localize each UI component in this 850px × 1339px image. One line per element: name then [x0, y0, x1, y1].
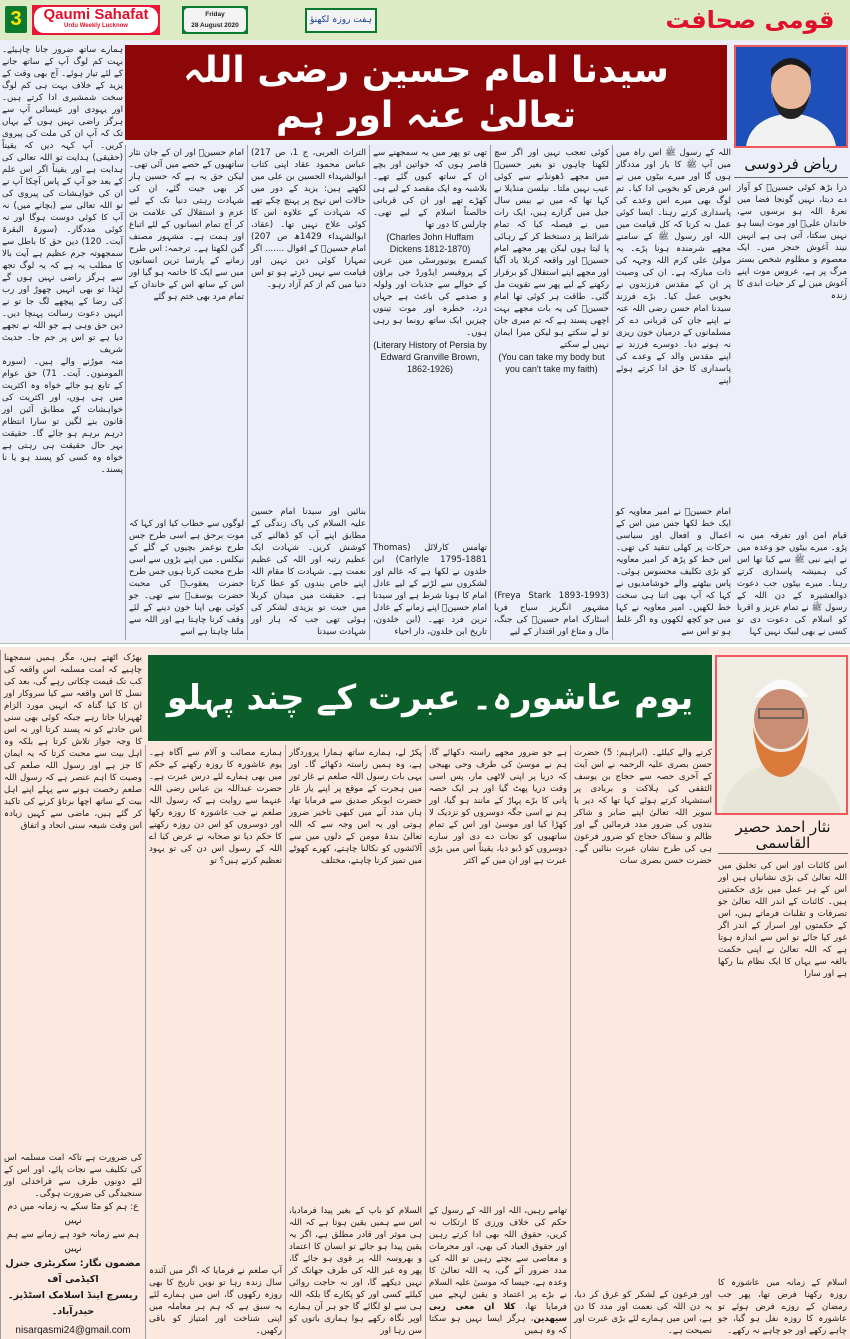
masthead-title: قومی صحافت: [665, 6, 835, 34]
column-text: تھامس کارلائل (Thomas Carlyle 1795-1881) ابن خلدون نے لکھا ہے کہ عالم اور لشکروں سے لڑنے کے لیے عادل امام کا ہونا شرط ہے اور سیدنا امام حسینؓ اپنے زمانے کے عادل ترین فرد تھے۔ (ابن خلدون، تاریخ ابن خلدون، دار احیاء: [372, 543, 487, 637]
column-text: بھڑک اٹھتے ہیں، مگر ہمیں سمجھنا چاہیے کہ امت مسلمہ اس واقعہ کی کب تک قیمت چکاتی رہے گی، بعد کی نسل کا اس واقعہ سے کیا سروکار اور ان کا کیا گناہ کہ انہیں مورد الزام ٹھہرایا جاتا رہے جبکہ کوئی بھی سنی اس حادثے کو نہ پسند کرتا اور نہ اس کا وجہ جواز تلاش کرتا ہے بلکہ وہ اہل بیت سے محبت کرتا کہ یہ ایمان کا جز ہے اور رسول اللہ صلعم کی وصیت کا اہم عنصر ہے کہ رسول اللہ صلعم رخصت ہونے سے پہلے اپنے اہل بیت کے ساتھ اچھا برتاؤ کرنے کی تاکید کر گئے ہیں، ماضی سے کہیں زیادہ اس وقت شیعہ سنی اتحاد و اتفاق: [4, 653, 142, 831]
weekly-label: ہفت روزہ لکھنؤ: [307, 10, 375, 31]
column-text: بنائیں اور سیدنا امام حسین علیہ السلام کی پاک زندگی کے مطابق اپنے آپ کو ڈھالنے کی کوشش کریں۔ شہادت ایک عظیم رتبہ اور اللہ کی عظیم نعمت ہے۔ شہادت کا مقام اللہ اپنے خاص بندوں کو عطا کرتا ہے۔ حقیقت میں میدان کربلا میں جیت تو یزیدی لشکر کی ہوئی تھی جب کہ ہار اور شہادت سیدنا: [251, 507, 366, 637]
masthead-bar: [0, 0, 850, 40]
article2-headline: [148, 655, 712, 741]
column-text: تھامے رہیں، اللہ اور اللہ کے رسول کے حکم کی خلاف ورزی کا ارتکاب نہ کریں، حقوق اللہ بھی ادا کرتے رہیں اور حقوق العباد کی بھی، اور محرمات و معاصی سے بچتے رہیں تو اللہ کی مدد ضرور آئے گی، یہ اللہ تعالیٰ کا وعدہ ہے، جیسا کہ موسیٰ علیہ السلام نے بڑے پر اعتماد و یقین لہجے میں فرمایا تھا،: [429, 1206, 568, 1312]
author-photo-nisar-qasmi: [715, 655, 848, 815]
weekly-label-box: [305, 8, 377, 33]
column-text: ، ہرگز ایسا نہیں ہو سکتا کہ وہ ہمیں: [429, 1314, 567, 1336]
english-quote: (You can take my body but you can't take my faith): [498, 352, 605, 374]
article2-column-4: [285, 745, 425, 1339]
article2-author: نثار احمد حصیر القاسمی: [718, 818, 848, 854]
column-text: کیمبرج یونیورسٹی میں عربی کے پروفیسر ایڈورڈ جی براؤن کے حوالے سے جذبات اور ولولہ و صدمے کی باعث ہے جہاں درد، خطرہ اور موت تینوں چیزیں ایک ساتھ رونما ہو رہی ہوں۔: [373, 256, 487, 338]
column-text: قیام امن اور تفرقہ میں نہ پڑو۔ میرے بیٹوں جو وعدہ میں نے اپنے نبی ﷺ سے کیا تھا اس کی ہمیشہ پاسداری کرتے رہنا۔ میرے بیٹوں جب دعوت ذوالعشیرہ کے دن اللہ کے رسول ﷺ نے تمام عزیز و اقربا کو اسلام کی دعوت دی تو کسی نے بھی لبیک نہیں کہا: [737, 531, 847, 637]
article1-column-6: [125, 145, 247, 640]
article1-column-3: [490, 145, 612, 640]
column-text: [429, 1205, 567, 1337]
article2-headline-text: یوم عاشورہ۔ عبرت کے چند پہلو: [166, 677, 694, 718]
column-text: اللہ کے رسول ﷺ اس راہ میں میں آپ ﷺ کا یار اور مددگار ہوں گا اور میرے بیٹوں میں نے اس فرض کو بخوبی ادا کیا۔ تم لوگ بھی میرے اس وعدے کی پاسداری کرتے رہنا۔ ایسا کوئی عمل نہ کرنا کہ کل قیامت میں اللہ اور رسول ﷺ کے سامنے مجھے شرمندہ ہونا پڑے۔ یہ مولیٰ علی کرم اللہ وجہہ کی ذات مبارکہ ہے۔ ان کی وصیت پر ان کے مقدس فرزندوں نے بخوبی عمل کیا۔ بڑے فرزند سیدنا امام حسن رضی اللہ عنہ نے اپنے جان کی قربانی دے کر مسلمانوں کے درمیان خون ریزی نہ ہونے دیا۔ دوسرے فرزند نے اپنے مقدس والد کے وعدے کی پاسداری کا حق ادا کرتے ہوئے اپنے: [616, 148, 731, 386]
column-text: السلام کو باپ کے بغیر پیدا فرمادیا، اس سے ہمیں یقین ہوتا ہے کہ اللہ ہی موثر اور قادر مطلق ہے، اگر یہ یقین پیدا ہو جائے تو انسان کا اعتماد و بھروسہ اللہ پر قوی ہو جائے گا، پھر وہ غیر اللہ کی طرف جھانک کر نہیں دیکھے گا، اور نہ حاجت روائی کیلئے کسی اور کو پکارے گا بلکہ اللہ ہی سے لو لگائے گا جو ہر آن ہمارے اوپر نگاہ رکھے ہوا ہماری باتوں کو سن رہا اور: [289, 1206, 422, 1336]
column-text: امام حسینؓ نے امیر معاویہ کو ایک خط لکھا جس میں اس کے اعمال و افعال اور سیاسی حرکات پر کھلی تنقید کی تھی۔ اس خط کو پڑھ کر امیر معاویہ کو بڑی تکلیف محسوس ہوئی۔ پاس بیٹھنے والے خوشامدیوں نے کہا کہ آپ بھی اتنا ہی سخت خط لکھیں۔ امیر معاویہ نے کہا میں جو کچھ لکھوں وہ اگر غلط ہو تو اس سے: [616, 507, 731, 637]
article1-headline: [125, 45, 727, 140]
column-text: ہے جو ضرور مجھے راستہ دکھائے گا، ہم نے موسیٰ کی طرف وحی بھیجی کہ دریا پر اپنی لاٹھی مار، پس اسی وقت دریا پھٹ گیا اور ہر ایک حصہ پانی کا بڑے پہاڑ کے مانند ہو گیا، اور ہم نے اسی جگہ دوسروں کو نزدیک لا کھڑا کیا اور موسیٰ اور اس کے تمام ساتھیوں کو نجات دے دی اور سارے دوسروں کو ڈبو دیا، یقیناً اس میں بڑی عبرت ہے اور ان میں کے اکثر: [429, 748, 567, 866]
date-box: [182, 6, 248, 34]
column-text: پکڑ لے، ہمارے ساتھ ہمارا پروردگار ہے، وہ ہمیں راستہ دکھائے گا۔ اور یہی بات رسول اللہ صلعم نے غار ثور میں ہجرت کے موقع پر اپنے یار غار حضرت ابوبکر صدیق سے فرمایا تھا، ہاں مدد آنے میں کبھی تاخیر ضرور ہوتی اور یہ اس وجہ سے کہ اللہ تعالیٰ بندۂ مومن کے دلوں میں سے آلائشوں کو نکالنا چاہتے، کھرے کھوٹے میں تمیز کرنا چاہتے، مختلف: [289, 748, 422, 866]
article1-column-4: [369, 145, 490, 640]
column-text: آپ صلعم نے فرمایا کہ اگر میں آئندہ سال زندہ رہا تو نویں تاریخ کا بھی روزہ رکھوں گا، اس میں ہمارے لئے یہ سبق ہے کہ ہم ہر معاملہ میں اپنی شناخت اور امتیاز کو باقی رکھیں۔: [149, 1266, 282, 1336]
author-email[interactable]: nisarqasmi24@gmail.com: [15, 1325, 131, 1336]
logo-subtitle: Urdu Weekly Lucknow: [64, 23, 128, 29]
page-number: 3: [5, 6, 27, 33]
issue-date: 28 August 2020: [191, 22, 239, 29]
article2-column-1: [715, 858, 850, 1339]
column-text: تھی تو پھر میں یہ سمجھنے سے قاصر ہوں کہ خواتین اور بچے ان کے ساتھ کیوں گئے تھے۔ بلاشبہ وہ ایک مقصد کے لیے ہی کھڑے تھے اور ان کی قربانی خالصتاً اسلام کے لیے تھی۔ چارلس کا دور تھا: [373, 148, 487, 230]
issue-day: Friday: [205, 11, 225, 18]
article2-column-5: [145, 745, 285, 1339]
column-text: اس کائنات اور اس کی تخلیق میں اللہ تعالیٰ کی بڑی نشانیاں ہیں اور اس کے ہر عمل میں بڑی حکمتیں ہیں۔ کائنات کے اندر اللہ تعالیٰ جو تصرفات و تقلبات فرماتے ہیں، اس کے حکمتوں اور اسرار کے اندر اگر غور کیا جائے تو اس سے اندازہ ہوتا ہے کہ اللہ تعالیٰ نے اپنی حکمت بالغہ سے یہاں کا ایک نظام بنا رکھا ہے اور سارا: [718, 861, 847, 979]
column-text: (Freya Stark 1893-1993) مشہور انگریز سیاح فریا اسٹارک امام حسینؓ کی جنگ، مال و متاع اور اقتدار کے لیے: [494, 591, 609, 637]
article2-column-6: [0, 650, 145, 1339]
article2-column-3: [425, 745, 570, 1339]
column-text: ہمارے ساتھ ضرور جانا چاہیئے۔ بہت کم لوگ آپ کے ساتھ جانے کے لئے تیار ہوئے۔ آج بھی وقت کے یزید کے خلاف بہت ہی کم لوگ سخت شمشیری ادا کرتے ہیں۔ اور یہودی اور عیسائی آپ سے ہرگز راضی نہیں ہوں گے یہاں تک کہ آپ ان کی ملت کی پیروی کریں۔ آپ کہہ دیں کہ یقیناً (حقیقی) ہدایت تو اللہ تعالی کی ہدایت ہے اور یقیناً اگر اس علم کے بعد جو آپ کے پاس آچکا آپ نے ان کی خواہشات کی پیروی کی تو اللہ تعالی سے (بچانے میں) نہ آپ کا کوئی دوست ہوگا اور نہ کوئی مددگار۔ (سورۃ البقرۃ آیت۔ 120) دین حق کا باطل سے سمجھوتہ جرم عظیم ہے آیت بالا کا مطلب یہ ہے کہ یہ لوگ تجھ سے ہرگز راضی نہیں ہوں گے لہٰذا تو بھی انہیں چھوڑ اور رب کی رضا کے پیچھے لگ جا تو نے انہیں دعوت رسالت پہنچا دیں۔ دین حق وہی ہے جو اللہ نے تجھے دیا ہے تو اس پر جم جا۔ حدیث شریف: [2, 45, 123, 355]
column-text: ہمارے مصائب و آلام سے آگاہ ہے۔ یوم عاشورہ کا روزہ رکھنے کے حکم میں بھی ہمارے لئے درس عبرت ہے۔ حضرت عبداللہ بن عباس رضی اللہ عنہما سے روایت ہے کہ رسول اللہ صلعم نے جب عاشورہ کا روزہ رکھا اور دوسروں کو اس دن روزہ رکھنے کا حکم دیا تو صحابہ نے عرض کیا اے اللہ کے رسول اس دن کی تو یہود تعظیم کرتے ہیں؟ تو: [149, 748, 282, 866]
poem-line: ع: ہم کو مٹا سکے یہ زمانہ میں دم نہیں: [7, 1202, 139, 1226]
column-text: امام حسینؓ اور ان کے جان نثار ساتھیوں کے حصے میں آئی تھی۔ لیکن حق یہ ہے کہ حسین ہار کر بھی جیت گئے، ان کی شہادت رہتی دنیا تک کے لیے عزم و استقلال کی علامت بن کر آج تمام انسانوں کے لئے اتباع اور ہمت ہے۔ مشہور مصنف گبن لکھتا ہے۔ ترجمہ: اس طرح زمانے کے پارسا ترین انسانوں میں سے ایک کا خاتمہ ہو گیا اور اس کے ساتھ اس کے خاندان کے تمام مرد بھی ختم ہو گئے: [129, 148, 244, 302]
article1-column-1: [734, 180, 850, 640]
column-text: کوئی تعجب نہیں اور اگر سچ لکھنا چاہوں تو بغیر حسینؓ میں مجھے ڈھونڈنے سے کوئی عیب نہیں ملتا۔ نیلسن منڈیلا نے کہا تھا کہ میں نے بیس سال جیل میں گزارے ہیں، ایک رات میں نے فیصلہ کیا کہ تمام شرائط پر دستخط کر کے رہائی پا لیتا ہوں لیکن پھر مجھے امام حسینؓ اور واقعہ کربلا یاد آگیا اور مجھے اپنے استقلال کو برقرار رکھنے کے لیے پھر سے تقویت مل گئی۔ طاقت ہر کوئی تھا امام حسینؓ کی یہ بات مجھے بہت اچھی پسند ہے کہ تم میری جان تو لے سکتے ہو لیکن میرا ایمان نہیں لے سکتے: [494, 148, 609, 350]
author-credit: ریسرچ اینڈ اسلامک اسٹڈیز۔ حیدرآباد۔: [8, 1290, 138, 1317]
column-text: التراث العربی، ج 1، ص 217) عباس محمود عقاد اپنی کتاب ابوالشہداء الحسین بن علی میں لکھتے ہیں: یزید کے دور میں حالات اس نہج پر پہنچ چکے تھے کہ شہادت کے علاوہ اس کا کوئی علاج نہیں تھا۔ (عقاد، ابوالشہداء 1429ھ ص 207) امام حسینؓ کے اقوال ....... اگر تمہارا کوئی دین نہیں اور قیامت سے نہیں ڈرتے ہو تو اس دنیا میں کم از کم آزاد رہو۔: [251, 148, 366, 290]
column-text: کی ضرورت ہے تاکہ امت مسلمہ اس کی تکلیف سے نجات پائے، اور اس کے لئے دونوں طرف سے فراخدلی اور سنجیدگی کی ضرورت ہوگی۔: [4, 1153, 142, 1199]
article1-headline-text: سیدنا امام حسین رضی اللہ تعالیٰ عنہ اور ہم: [183, 49, 669, 136]
article2-column-2: [570, 745, 715, 1339]
column-text: اسلام کے زمانہ میں عاشورہ کا روزہ رکھنا فرض تھا، پھر جب رمضان کے روزے فرض ہوئے تو عاشورہ کا روزہ نفل ہو گیا، جو چاہے رکھے اور جو چاہے نہ رکھے۔: [718, 1278, 847, 1336]
quran-quote: کلا ان معی ربی سیھدین: [429, 1302, 567, 1324]
column-text: ذرا بڑھ کوئی حسینؓ کو آواز دے دیتا، نہیں گونجا فضا میں نعرۂ اللہ ہو برسوں سے، خاندان علیؓ اور موت ایسا ہو نہیں سکتا، آتی ہی ہے انہیں نیند آغوش خنجر میں۔ ایک معصوم و مظلوم شخص بستر مرگ پر ہے، عروس موت اپنے آغوش میں لے کر حیات ابدی کا زندہ: [737, 183, 847, 301]
article1-author: ریاض فردوسی: [734, 152, 848, 178]
article1-column-5: [247, 145, 369, 640]
column-text: لوگوں سے خطاب کیا اور کہا کہ موت برحق ہے اسی طرح جس طرح نوعمر بچیوں کے گلے کے نیکلس۔ میں اپنے بڑوں سے اسی طرح محبت کرتا ہوں جس طرح حضرت یعقوبؑ کی محبت حضرت یوسفؑ سے تھی۔ جو کوئی بھی اپنا خون دینے کے لئے وقف کرنا چاہتا ہے اور اللہ سے ملنا چاہتا ہے اسے: [129, 519, 244, 637]
poem-line: ہم سے زمانہ خود ہے زمانے سے ہم نہیں: [6, 1230, 140, 1254]
author-photo-riyaz-firdausi: [734, 45, 848, 148]
logo-title: Qaumi Sahafat: [43, 6, 149, 23]
article1-column-7: [0, 42, 125, 640]
column-text: منہ موڑنے والے ہیں۔ (سورہ المومنون۔ آیت۔ 71) حق عوام کے تابع ہو جائے خواہ وہ اکثریت میں ہی ہوں، اور اکثریت کی خواہشات کے مطابق آئین اور قانون بنے لگیں تو سارا انتظام درہم برہم ہو جائے گا۔ حقیقت بہر حال حقیقت ہی رہتی ہے خواہ وہ کسی کو پسند ہو یا نا پسند۔: [2, 357, 123, 475]
english-citation: (Charles John Huffam Dickens 1812-1870): [386, 232, 474, 254]
article1-column-2: [612, 145, 734, 640]
column-text: اور فرعون کے لشکر کو غرق کر دیا، یہ دن اللہ کی نعمت اور مدد کا دن ہے، اس میں ہمارے لئے بڑی عبرت اور نصیحت ہے۔: [574, 1290, 712, 1336]
author-credit: مضمون نگار: سکریٹری جنرل اکیڈمی آف: [5, 1258, 141, 1285]
english-citation: (Literary History of Persia by Edward Granville Brown, 1862-1926): [373, 340, 487, 374]
newspaper-logo: [32, 5, 160, 35]
column-text: کرنے والے کیلئے۔ (ابراہیم: 5) حضرت حسن بصری علیہ الرحمہ نے اس آیت کے آخری حصہ سے حجاج بن یوسف الثقفی کی ہلاکت و بربادی پر استشہاد کرتے ہوئے کہا تھا کہ دیر یا سویر اللہ تعالیٰ اپنے صابر و شاکر بندوں کی ضرور مدد فرمائیں گے اور ظالم و سفاک حجاج کو ضرور فرعون ہی کی طرح نشان عبرت بنائیں گے۔ حضرت حسن بصری سات: [574, 748, 713, 866]
